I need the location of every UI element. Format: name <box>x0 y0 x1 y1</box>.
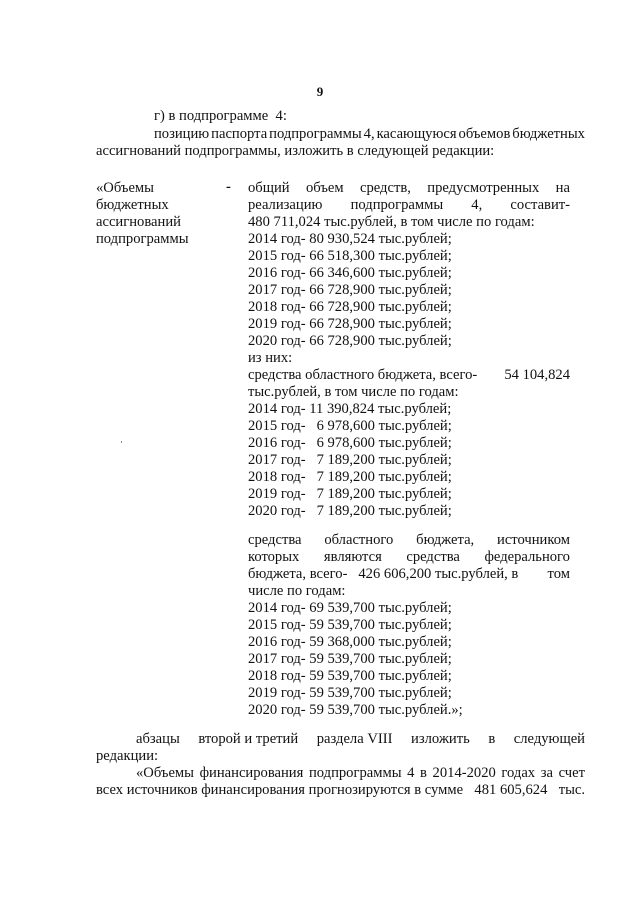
total-year-2019: 2019 год- 66 728,900 тыс.рублей; <box>248 316 452 332</box>
federal-line-2 <box>248 549 570 566</box>
federal-line-4: числе по годам: <box>248 583 346 599</box>
word: средства <box>248 532 302 548</box>
regional-year-2019: 2019 год- 7 189,200 тыс.рублей; <box>248 486 452 502</box>
regional-year-2016: 2016 год- 6 978,600 тыс.рублей; <box>248 435 452 451</box>
word: составит- <box>510 197 570 213</box>
total-year-2017: 2017 год- 66 728,900 тыс.рублей; <box>248 282 452 298</box>
instruction-line-1 <box>154 126 585 143</box>
passport-dash: - <box>226 179 231 195</box>
total-year-2018: 2018 год- 66 728,900 тыс.рублей; <box>248 299 452 315</box>
amount: 481 605,624 <box>474 782 548 798</box>
federal-year-2016: 2016 год- 59 368,000 тыс.рублей; <box>248 634 452 650</box>
word: раздела VIII <box>316 731 393 747</box>
word: средства <box>406 549 460 565</box>
total-line-1 <box>248 180 570 197</box>
word: реализацию <box>248 197 323 213</box>
regional-line-1 <box>248 367 570 384</box>
total-year-2016: 2016 год- 66 346,600 тыс.рублей; <box>248 265 452 281</box>
word: которых <box>248 549 300 565</box>
word: подпрограммы <box>308 765 402 781</box>
instruction-line-2: ассигнований подпрограммы, изложить в следующей редакции: <box>96 143 495 159</box>
word: паспорта <box>211 126 268 142</box>
of-them: из них: <box>248 350 293 366</box>
federal-line-3 <box>248 566 570 583</box>
passport-label-2: бюджетных <box>96 197 169 213</box>
word: за <box>540 765 553 781</box>
word: позицию <box>154 126 210 142</box>
word: касающуюся <box>376 126 457 142</box>
federal-year-2014: 2014 год- 69 539,700 тыс.рублей; <box>248 600 452 616</box>
regional-year-2017: 2017 год- 7 189,200 тыс.рублей; <box>248 452 452 468</box>
federal-line-1 <box>248 532 570 549</box>
word: изложить <box>411 731 470 747</box>
federal-year-2020: 2020 год- 59 539,700 тыс.рублей.»; <box>248 702 463 718</box>
word: 4 <box>407 765 415 781</box>
regional-year-2018: 2018 год- 7 189,200 тыс.рублей; <box>248 469 452 485</box>
total-year-2020: 2020 год- 66 728,900 тыс.рублей; <box>248 333 452 349</box>
passport-label-3: ассигнований <box>96 214 181 230</box>
text: всех источников финансирования прогнозируются в сумме <box>96 782 464 798</box>
text: средства областного бюджета, всего- <box>248 367 478 383</box>
word: на <box>555 180 570 196</box>
total-line-3: 480 711,024 тыс.рублей, в том числе по годам: <box>248 214 535 230</box>
word: средств, <box>360 180 411 196</box>
word: бюджетных <box>512 126 585 142</box>
abzacy-line-2: редакции: <box>96 748 159 764</box>
word: следующей <box>513 731 585 747</box>
federal-year-2018: 2018 год- 59 539,700 тыс.рублей; <box>248 668 452 684</box>
word: второй и третий <box>198 731 299 747</box>
text: бюджета, всего- 426 606,200 тыс.рублей, в <box>248 566 519 582</box>
regional-year-2015: 2015 год- 6 978,600 тыс.рублей; <box>248 418 452 434</box>
word: подпрограммы <box>269 126 362 142</box>
word: объем <box>305 180 344 196</box>
word: предусмотренных <box>427 180 540 196</box>
word: «Объемы <box>136 765 194 781</box>
abzacy-line-1 <box>136 731 585 748</box>
word: финансирования <box>199 765 304 781</box>
word: в <box>488 731 496 747</box>
passport-label-4: подпрограммы <box>96 231 189 247</box>
word: 2014-2020 <box>432 765 496 781</box>
federal-year-2017: 2017 год- 59 539,700 тыс.рублей; <box>248 651 452 667</box>
total-year-2014: 2014 год- 80 930,524 тыс.рублей; <box>248 231 452 247</box>
word: счет <box>558 765 585 781</box>
word: источником <box>497 532 570 548</box>
word: объемов <box>458 126 511 142</box>
word: являются <box>323 549 382 565</box>
word: 4, <box>363 126 375 142</box>
word: 4, <box>471 197 483 213</box>
regional-year-2020: 2020 год- 7 189,200 тыс.рублей; <box>248 503 452 519</box>
total-year-2015: 2015 год- 66 518,300 тыс.рублей; <box>248 248 452 264</box>
scan-speck <box>121 441 122 443</box>
word: областного <box>324 532 394 548</box>
word: подпрограммы <box>350 197 444 213</box>
amount: 54 104,824 <box>504 367 570 383</box>
word: бюджета, <box>416 532 475 548</box>
quote-line-2 <box>96 782 585 799</box>
item-g: г) в подпрограмме 4: <box>154 108 287 124</box>
word: федерального <box>484 549 570 565</box>
quote-line-1 <box>136 765 585 782</box>
regional-year-2014: 2014 год- 11 390,824 тыс.рублей; <box>248 401 452 417</box>
word: в <box>420 765 427 781</box>
total-line-2 <box>248 197 570 214</box>
word: абзацы <box>136 731 180 747</box>
federal-year-2015: 2015 год- 59 539,700 тыс.рублей; <box>248 617 452 633</box>
word: том <box>547 566 570 582</box>
regional-line-2: тыс.рублей, в том числе по годам: <box>248 384 459 400</box>
word: тыс. <box>558 782 585 798</box>
word: годах <box>501 765 536 781</box>
word: общий <box>248 180 290 196</box>
page-number: 9 <box>316 84 324 99</box>
federal-year-2019: 2019 год- 59 539,700 тыс.рублей; <box>248 685 452 701</box>
passport-label-1: «Объемы <box>96 180 154 196</box>
